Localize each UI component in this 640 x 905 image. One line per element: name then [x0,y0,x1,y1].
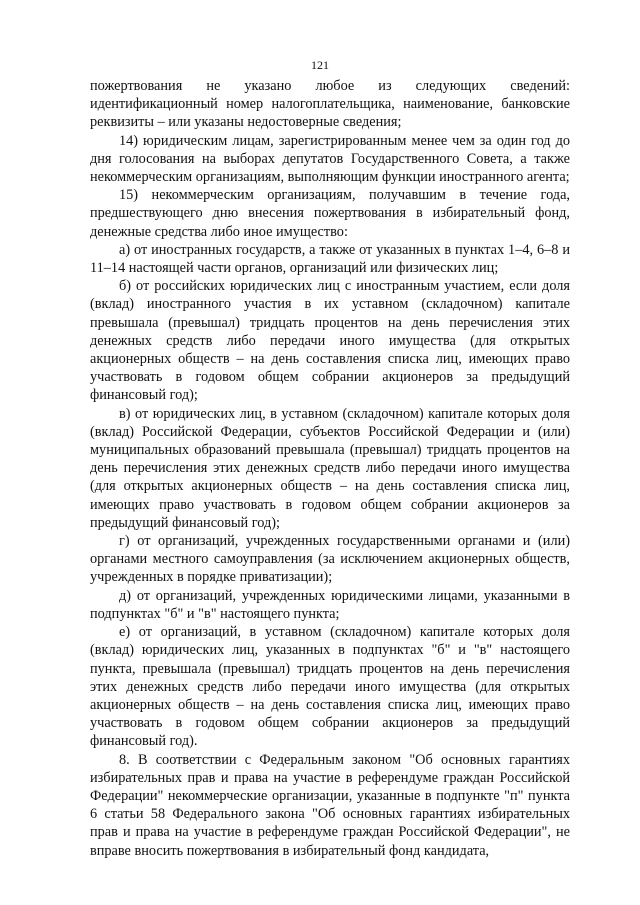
paragraph-item-14: 14) юридическим лицам, зарегистрированным менее чем за один год до дня голосования на выборах депутатов Государственного Совета, а также некоммерческим организациям, выполняющим функции иностранного агента; [90,132,570,186]
paragraph-subitem-d: д) от организаций, учрежденных юридическими лицами, указанными в подпунктах "б" и "в" настоящего пункта; [90,587,570,622]
paragraph-continuation: пожертвования не указано любое из следующих сведений: идентификационный номер налогоплательщика, наименование, банковские реквизиты – или указаны недостоверные сведения; [90,78,570,131]
paragraph-subitem-a: а) от иностранных государств, а также от указанных в пунктах 1–4, 6–8 и 11–14 настоящей части органов, организаций или физических лиц; [90,241,570,277]
paragraph-subitem-g: г) от организаций, учрежденных государственными органами и (или) органами местного самоуправления (за исключением акционерных обществ, учрежденных в порядке приватизации); [90,533,570,586]
page-number: 121 [311,58,329,72]
paragraph-subitem-e: е) от организаций, в уставном (складочном) капитале которых доля (вклад) юридических лиц, указанных в подпунктах "б" и "в" настоящего пункта, превышала (превышал) тридцать процентов на день перечисления этих денежных средств либо передачи иного имущества (для открытых акционерных обществ – на день составления списка лиц, имеющих право участвовать в годовом общем собрании акционеров за предыдущий финансовый год). [90,624,570,750]
document-body [90,77,570,860]
paragraph-subitem-b: б) от российских юридических лиц с иностранным участием, если доля (вклад) иностранного участия в их уставном (складочном) капитале превышала (превышал) тридцать процентов на день перечисления этих денежных средств либо передачи иного имущества (для открытых акционерных обществ – на день составления списка лиц, имеющих право участвовать в годовом общем собрании акционеров за предыдущий финансовый год); [90,278,570,404]
paragraph-section-8: 8. В соответствии с Федеральным законом "Об основных гарантиях избирательных прав и права на участие в референдуме граждан Российской Федерации" некоммерческие организации, указанные в подпункте "п" пункта 6 статьи 58 Федерального закона "Об основных гарантиях избирательных прав и права на участие в референдуме граждан Российской Федерации", не вправе вносить пожертвования в избирательный фонд кандидата, [90,751,570,859]
paragraph-item-15: 15) некоммерческим организациям, получавшим в течение года, предшествующего дню внесения пожертвования в избирательный фонд, денежные средства либо иное имущество: [90,187,570,240]
paragraph-subitem-v: в) от юридических лиц, в уставном (складочном) капитале которых доля (вклад) Российской Федерации, субъектов Российской Федерации и (или) муниципальных образований превышала (превышал) тридцать процентов на день перечисления этих денежных средств либо передачи иного имущества (для открытых акционерных обществ – на день составления списка лиц, имеющих право участвовать в годовом общем собрании акционеров за предыдущий финансовый год); [90,405,570,531]
